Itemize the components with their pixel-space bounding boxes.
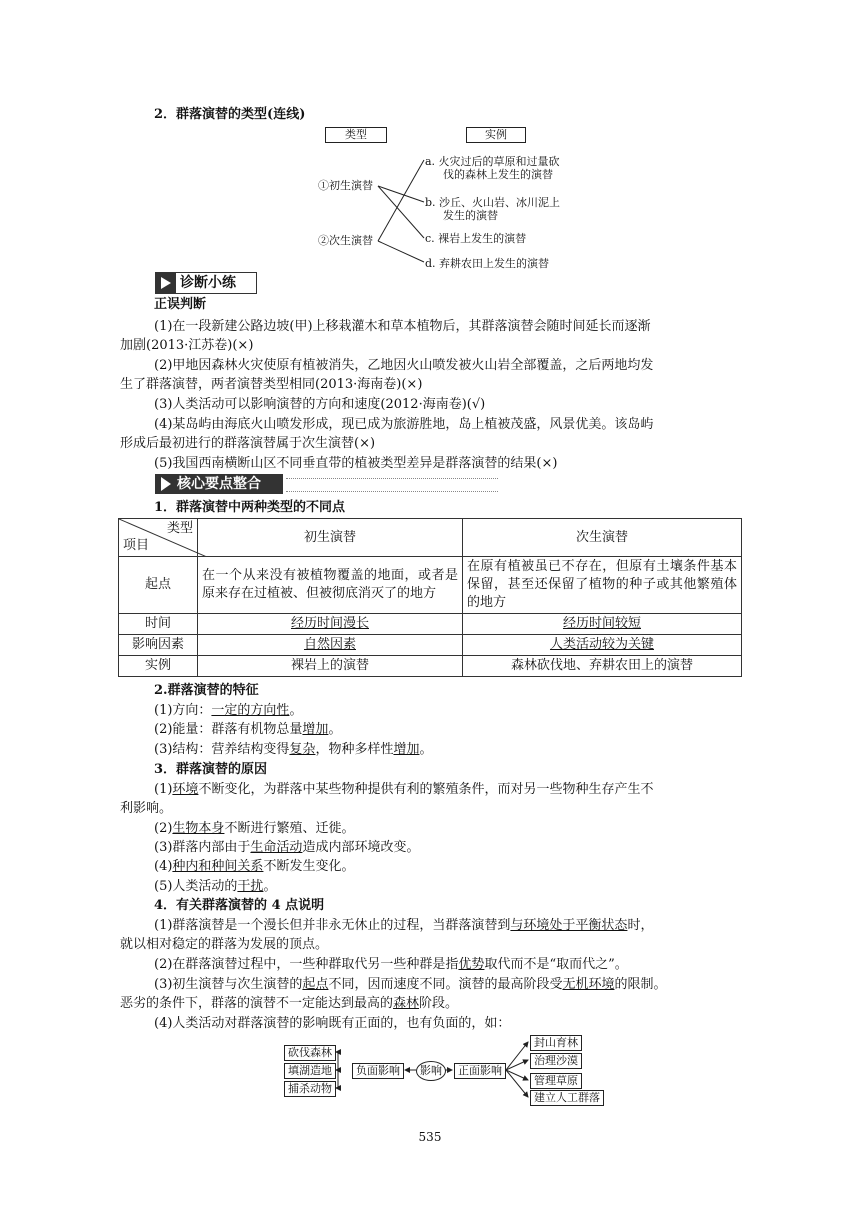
table-header-row — [119, 519, 742, 557]
judge-q5: (5)我国西南横断山区不同垂直带的植被类型差异是群落演替的结果(×) — [154, 456, 558, 471]
row-label: 影响因素 — [119, 635, 198, 656]
corner-cell — [119, 519, 198, 557]
row-label: 起点 — [119, 557, 198, 614]
note-2: (2)在群落演替过程中，一些种群取代另一些种群是指优势取代而不是“取而代之”。 — [154, 957, 628, 972]
table-row — [119, 557, 742, 614]
cause-5: (5)人类活动的干扰。 — [154, 879, 277, 894]
badge-arrow-icon — [156, 273, 176, 293]
cause-1-cont: 利影响。 — [120, 801, 173, 816]
example-b: b. 沙丘、火山岩、冰川泥上 — [425, 196, 561, 209]
feature-3: (3)结构：营养结构变得复杂，物种多样性增加。 — [154, 742, 433, 757]
example-a-cont: 伐的森林上发生的演替 — [443, 168, 553, 181]
example-b-cont: 发生的演替 — [443, 209, 498, 222]
influence-center: 影响 — [416, 1061, 446, 1081]
diagnosis-badge — [155, 272, 257, 294]
positive-effect: 正面影响 — [454, 1063, 506, 1079]
page-number: 535 — [418, 1130, 442, 1144]
pos-item-4: 建立人工群落 — [530, 1090, 604, 1106]
judge-q4: (4)某岛屿由海底火山喷发形成，现已成为旅游胜地，岛上植被茂盛，风景优美。该岛屿 — [154, 417, 654, 432]
judge-q4-cont: 形成后最初进行的群落演替属于次生演替(×) — [120, 436, 376, 451]
features-title: 2.群落演替的特征 — [154, 683, 259, 698]
notes-title: 4．有关群落演替的 4 点说明 — [154, 898, 325, 913]
type-header: 类型 — [325, 127, 387, 143]
table-row — [119, 635, 742, 656]
cause-3: (3)群落内部由于生命活动造成内部环境改变。 — [154, 840, 420, 855]
neg-item-3: 捕杀动物 — [284, 1081, 336, 1097]
neg-item-1: 砍伐森林 — [284, 1045, 336, 1061]
note-3: (3)初生演替与次生演替的起点不同，因而速度不同。演替的最高阶段受无机环境的限制。 — [154, 977, 667, 992]
cell-secondary: 人类活动较为关键 — [549, 637, 654, 652]
connector-lines — [0, 0, 860, 300]
judge-q2-cont: 生了群落演替，两者演替类型相同(2013·海南卷)(×) — [120, 377, 423, 392]
table-row — [119, 614, 742, 635]
section-title: 2．群落演替的类型(连线) — [154, 107, 306, 122]
row-label: 实例 — [119, 656, 198, 677]
primary-label: ①初生演替 — [318, 179, 373, 192]
table-title: 1．群落演替中两种类型的不同点 — [154, 500, 346, 515]
judge-q1-cont: 加剧(2013·江苏卷)(×) — [120, 338, 254, 353]
judge-q3: (3)人类活动可以影响演替的方向和速度(2012·海南卷)(√) — [154, 397, 486, 412]
col-primary: 初生演替 — [198, 519, 463, 557]
example-d: d. 弃耕农田上发生的演替 — [425, 257, 550, 270]
cell-secondary: 在原有植被虽已不存在，但原有土壤条件基本保留，甚至还保留了植物的种子或其他繁殖体的地方 — [463, 557, 742, 614]
note-4: (4)人类活动对群落演替的影响既有正面的，也有负面的，如： — [154, 1016, 511, 1031]
cell-primary: 裸岩上的演替 — [198, 656, 463, 677]
pos-item-1: 封山育林 — [530, 1035, 582, 1051]
causes-title: 3．群落演替的原因 — [154, 762, 268, 777]
judge-q1: (1)在一段新建公路边坡(甲)上移栽灌木和草本植物后，其群落演替会随时间延长而逐渐 — [154, 319, 651, 334]
col-secondary: 次生演替 — [463, 519, 742, 557]
cell-primary: 经历时间漫长 — [290, 616, 369, 631]
feature-1: (1)方向：一定的方向性。 — [154, 703, 303, 718]
table-row — [119, 656, 742, 677]
pos-item-2: 治理沙漠 — [530, 1053, 582, 1069]
secondary-label: ②次生演替 — [318, 234, 373, 247]
judge-q2: (2)甲地因森林火灾使原有植被消失，乙地因火山喷发被火山岩全部覆盖，之后两地均发 — [154, 358, 654, 373]
example-header: 实例 — [466, 127, 526, 143]
feature-2: (2)能量：群落有机物总量增加。 — [154, 722, 342, 737]
pos-item-3: 管理草原 — [530, 1073, 582, 1089]
comparison-table — [118, 518, 742, 677]
corner-top: 类型 — [166, 521, 193, 536]
row-label: 时间 — [119, 614, 198, 635]
cell-primary: 自然因素 — [303, 637, 356, 652]
example-c: c. 裸岩上发生的演替 — [425, 232, 527, 245]
note-1-cont: 就以相对稳定的群落为发展的顶点。 — [120, 937, 329, 952]
note-3-cont: 恶劣的条件下，群落的演替不一定能达到最高的森林阶段。 — [120, 996, 459, 1011]
diagnosis-label: 诊断小练 — [180, 275, 236, 291]
dotted-rule — [286, 478, 498, 492]
core-label: 核心要点整合 — [177, 476, 261, 492]
cell-secondary: 森林砍伐地、弃耕农田上的演替 — [463, 656, 742, 677]
cause-4: (4)种内和种间关系不断发生变化。 — [154, 859, 355, 874]
negative-effect: 负面影响 — [352, 1063, 404, 1079]
note-1: (1)群落演替是一个漫长但并非永无休止的过程，当群落演替到与环境处于平衡状态时， — [154, 918, 654, 933]
badge-chevron-icon — [157, 474, 177, 494]
example-a: a. 火灾过后的草原和过量砍 — [425, 155, 560, 168]
core-badge — [155, 474, 283, 494]
corner-bottom: 项目 — [123, 538, 150, 553]
cell-primary: 在一个从来没有被植物覆盖的地面，或者是原来存在过植被、但被彻底消灭了的地方 — [198, 557, 463, 614]
cell-secondary: 经历时间较短 — [562, 616, 641, 631]
neg-item-2: 填湖造地 — [284, 1063, 336, 1079]
judge-title: 正误判断 — [154, 297, 207, 312]
cause-2: (2)生物本身不断进行繁殖、迁徙。 — [154, 821, 355, 836]
cause-1: (1)环境不断变化，为群落中某些物种提供有利的繁殖条件，而对另一些物种生存产生不 — [154, 782, 654, 797]
